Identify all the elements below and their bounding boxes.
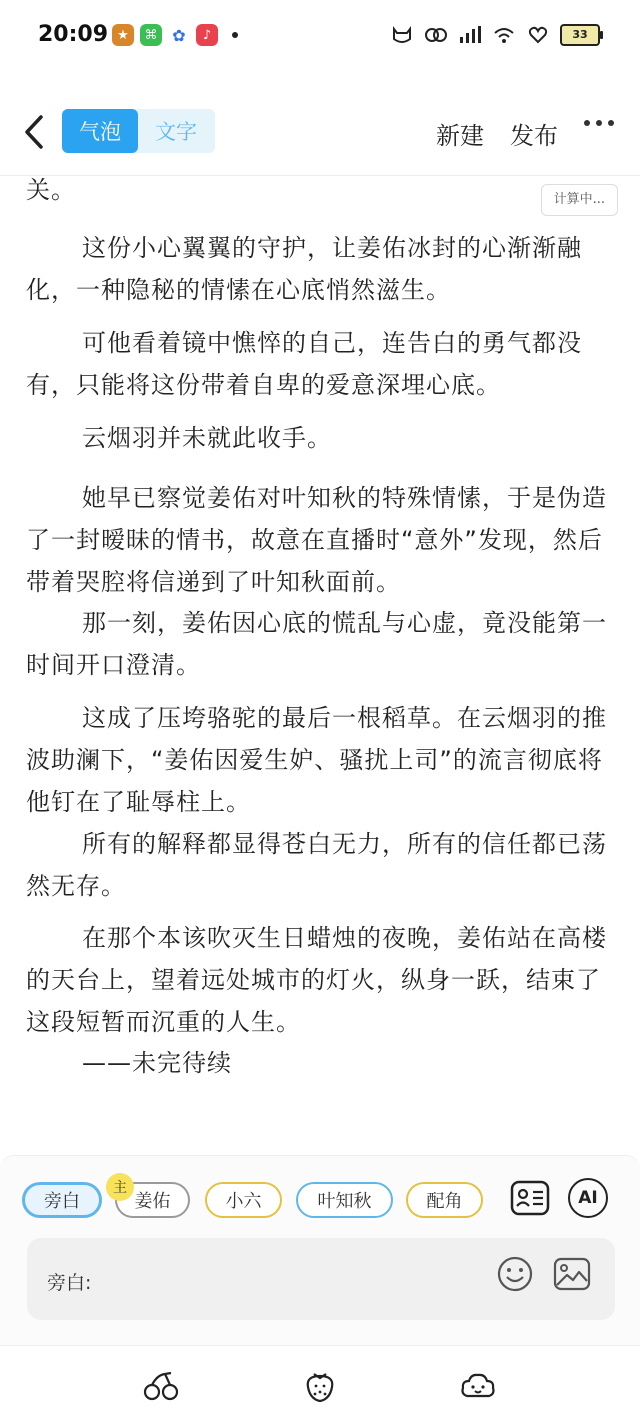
- back-button[interactable]: [18, 110, 50, 154]
- story-fragment: 关。: [26, 176, 76, 204]
- bird-icon: [424, 24, 448, 46]
- story-paragraph: 可他看着镜中憔悴的自己，连告白的勇气都没有，只能将这份带着自卑的爱意深埋心底。: [26, 329, 582, 399]
- cloud-face-icon: [459, 1370, 497, 1402]
- music-app-icon: ♪: [196, 24, 218, 46]
- story-paragraph: 这成了压垮骆驼的最后一根稻草。在云烟羽的推波助澜下，“姜佑因爱生妒、骚扰上司”的流言彻底将他钉在了耻辱柱上。: [26, 704, 607, 816]
- ai-button[interactable]: [568, 1178, 608, 1218]
- story-paragraph: 那一刻，姜佑因心底的慌乱与心虚，竟没能第一时间开口澄清。: [26, 609, 607, 679]
- role-chip-ye-zhiqiu[interactable]: 叶知秋: [296, 1182, 393, 1218]
- battery-icon: 33: [560, 24, 600, 46]
- baidu-app-icon: ✿: [168, 24, 190, 46]
- dialogue-input[interactable]: [27, 1238, 615, 1320]
- tab-bubble-mode[interactable]: 气泡: [62, 109, 138, 153]
- input-role-label: 旁白:: [47, 1272, 92, 1294]
- story-content[interactable]: [0, 160, 640, 1115]
- image-icon: [553, 1257, 591, 1291]
- story-paragraph: 这份小心翼翼的守护，让姜佑冰封的心渐渐融化，一种隐秘的情愫在心底悄然滋生。: [26, 234, 582, 304]
- image-button[interactable]: [552, 1254, 592, 1294]
- story-paragraph: 在那个本该吹灭生日蜡烛的夜晚，姜佑站在高楼的天台上，望着远处城市的灯火，纵身一跃，结束了这段短暂而沉重的人生。: [26, 924, 607, 1036]
- status-time: 20:09: [38, 22, 109, 47]
- more-dot-icon: [596, 120, 602, 126]
- strawberry-icon: [304, 1369, 336, 1403]
- tab-profile[interactable]: [458, 1368, 498, 1404]
- new-button[interactable]: 新建: [436, 122, 484, 150]
- story-paragraph: 她早已察觉姜佑对叶知秋的特殊情愫，于是伪造了一封暧昧的情书，故意在直播时“意外”发现，然后带着哭腔将信递到了叶知秋面前。: [26, 484, 607, 596]
- mode-toggle: [62, 109, 215, 153]
- story-end-marker: ——未完待续: [82, 1049, 232, 1077]
- more-dot-icon: [584, 120, 590, 126]
- story-paragraph: 云烟羽并未就此收手。: [82, 424, 332, 452]
- tab-strawberry[interactable]: [300, 1368, 340, 1404]
- status-bar: [0, 0, 640, 72]
- more-options-button[interactable]: [584, 120, 614, 126]
- story-paragraph: 所有的解释都显得苍白无力，所有的信任都已荡然无存。: [26, 830, 607, 900]
- emoji-button[interactable]: [495, 1254, 535, 1294]
- role-chip-narrator[interactable]: 旁白: [22, 1182, 102, 1218]
- more-dot-icon: [608, 120, 614, 126]
- game-app-icon: ★: [112, 24, 134, 46]
- status-app-icons: [112, 24, 238, 46]
- tab-text-mode[interactable]: 文字: [155, 120, 197, 144]
- tab-cherry[interactable]: [141, 1368, 181, 1404]
- system-icons: [390, 24, 600, 46]
- cat-icon: [390, 24, 414, 46]
- character-card-icon: [510, 1180, 550, 1216]
- bottom-tab-bar: [0, 1345, 640, 1427]
- main-character-badge: 主: [106, 1173, 134, 1201]
- role-chip-jiang-you[interactable]: 姜佑: [115, 1182, 190, 1218]
- heart-icon: [526, 24, 550, 46]
- role-chip-supporting[interactable]: 配角: [406, 1182, 483, 1218]
- word-count-badge: 计算中...: [541, 184, 618, 216]
- role-input-panel: [0, 1155, 640, 1346]
- chevron-left-icon: [23, 114, 45, 150]
- cherry-icon: [143, 1371, 179, 1401]
- character-card-button[interactable]: [510, 1178, 550, 1218]
- publish-button[interactable]: 发布: [510, 122, 558, 150]
- wifi-icon: [492, 24, 516, 46]
- ai-label: AI: [568, 1178, 608, 1218]
- signal-icon: [458, 24, 482, 46]
- green-app-icon: ⌘: [140, 24, 162, 46]
- more-notifications-dot: [232, 32, 238, 38]
- emoji-icon: [497, 1256, 533, 1292]
- role-chip-xiao-liu[interactable]: 小六: [205, 1182, 282, 1218]
